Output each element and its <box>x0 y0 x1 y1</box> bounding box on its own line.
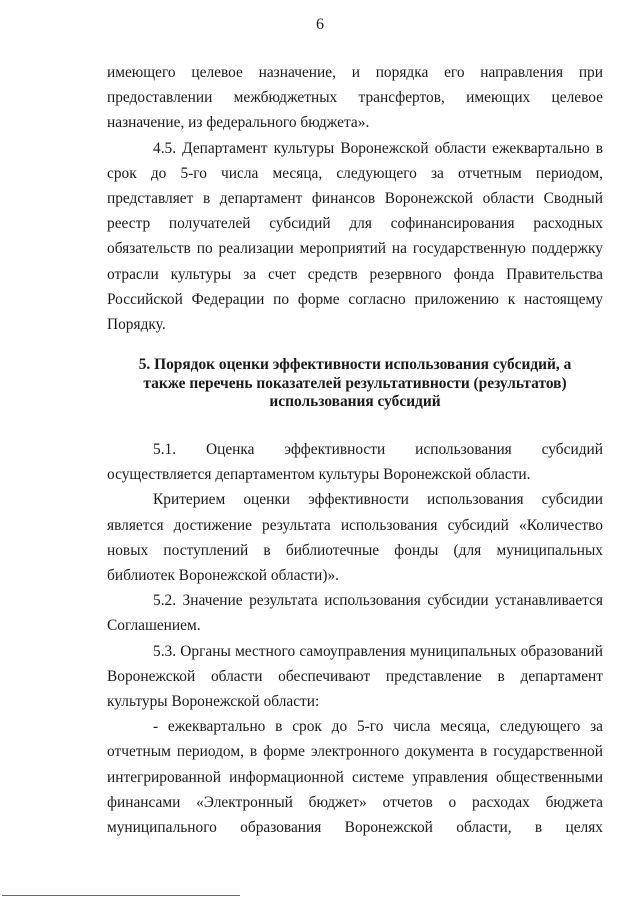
section-heading <box>107 356 603 412</box>
footer-rule <box>2 895 240 896</box>
paragraph-list-item: - ежеквартально в срок до 5-го числа месяца, следующего за отчетным периодом, в форме электронного документа в государственной интегрированной информационной системе управления общественными финансами «Электронный бюджет» отчетов о расходах бюджета муниципального образования Воронежской области, в целях <box>107 718 603 837</box>
paragraph-5-3: 5.3. Органы местного самоуправления муниципальных образований Воронежской области обеспечивают представление в департамент культуры Воронежской области: <box>107 642 603 711</box>
section-heading-line: 5. Порядок оценки эффективности использования субсидий, а <box>138 356 572 374</box>
section-heading-line: также перечень показателей результативности (результатов) <box>143 374 567 392</box>
paragraph-5-1: 5.1. Оценка эффективности использования субсидий осуществляется департаментом культуры Воронежской области. <box>107 441 603 484</box>
paragraph-4-5: 4.5. Департамент культуры Воронежской области ежеквартально в срок до 5-го числа месяца, следующего за отчетным периодом, представляет в департамент финансов Воронежской области Сводный реестр получателей субсидий для софинансирования расходных обязательств по реализации мероприятий на государственную поддержку отрасли культуры за счет средств резервного фонда Правительства Российской Федерации по форме согласно приложению к настоящему Порядку. <box>107 139 603 334</box>
page-number: 6 <box>316 16 324 33</box>
paragraph-5-2: 5.2. Значение результата использования субсидии устанавливается Соглашением. <box>107 592 603 635</box>
document-body <box>107 60 603 840</box>
paragraph-criterion: Критерием оценки эффективности использования субсидии является достижение результата использования субсидий «Количество новых поступлений в библиотечные фонды (для муниципальных библиотек Воронежской области)». <box>107 491 603 585</box>
paragraph-continuation: имеющего целевое назначение, и порядка его направления при предоставлении межбюджетных трансфертов, имеющих целевое назначение, из федерального бюджета». <box>107 64 603 132</box>
section-heading-line: использования субсидий <box>269 393 441 411</box>
